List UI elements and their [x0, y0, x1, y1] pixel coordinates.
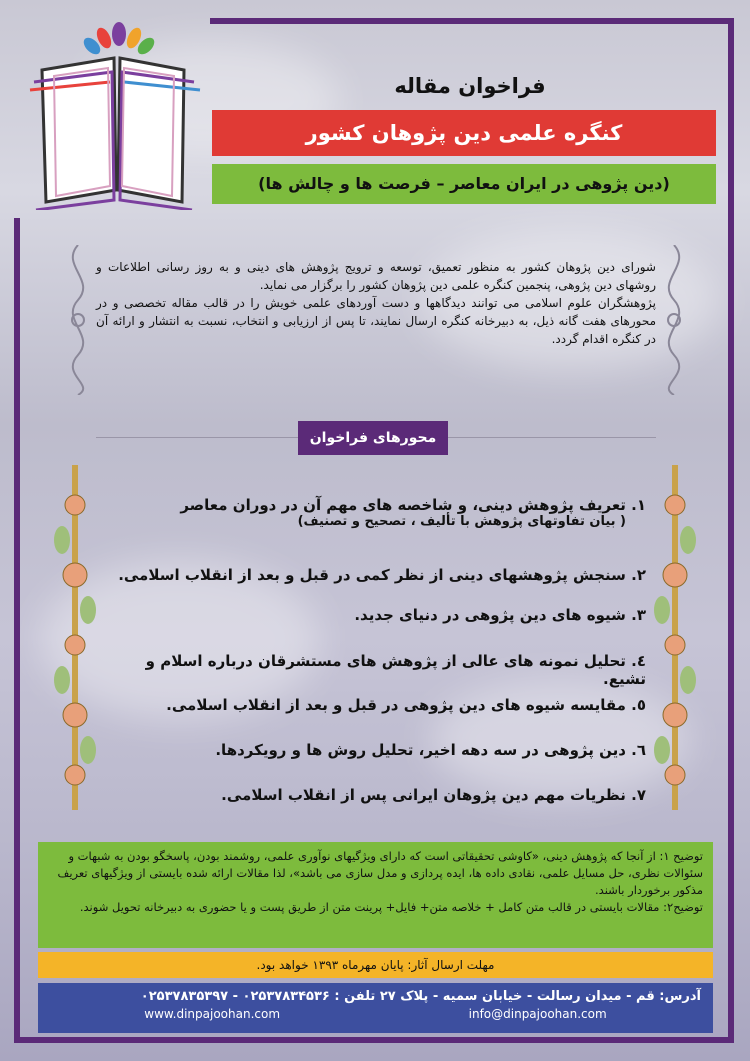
axes-heading: محورهای فراخوان [298, 421, 448, 455]
intro-text [96, 258, 656, 348]
axis-item-text: ۱. تعریف پژوهش دینی، و شاخصه های مهم آن در دوران معاصر [180, 496, 646, 514]
floral-ornament-icon [50, 465, 100, 810]
floral-ornament-icon [60, 245, 96, 395]
axis-item-5: ٥. مقایسه شیوه های دین پژوهی در قبل و بعد از انقلاب اسلامی. [166, 696, 646, 714]
address-line: آدرس: قم - میدان رسالت - خیابان سمیه - پلاک ۲۷ تلفن : ۰۲۵۳۷۸۳۴۵۳۶ - ۰۲۵۳۷۸۳۵۳۹۷ [140, 989, 701, 1004]
frame-left [14, 218, 20, 1043]
axis-item-1 [110, 496, 646, 529]
congress-title: کنگره علمی دین پژوهان کشور [212, 110, 716, 156]
frame-bottom [14, 1037, 734, 1043]
website-link[interactable]: www.dinpajoohan.com [144, 1007, 281, 1021]
axis-item-6: ٦. دین پژوهی در سه دهه اخیر، تحلیل روش ها و رویکردها. [215, 741, 646, 759]
frame-right [728, 18, 734, 1043]
axis-item-4: ٤. تحلیل نمونه های عالی از پژوهش های مستشرقان درباره اسلام و تشیع. [145, 652, 646, 688]
axis-item-subtext: ( بیان تفاوتهای پژوهش با تألیف ، تصحیح و تصنیف) [297, 514, 626, 529]
contact-box [38, 983, 713, 1033]
axis-item-7: ۷. نظریات مهم دین پژوهان ایرانی پس از انقلاب اسلامی. [221, 786, 646, 804]
frame-top [210, 18, 734, 24]
axis-item-2: ۲. سنجش پژوهشهای دینی از نظر کمی در قبل و بعد از انقلاب اسلامی. [118, 566, 646, 584]
email-link[interactable]: info@dinpajoohan.com [468, 1007, 607, 1021]
notes-box [38, 842, 713, 948]
note-2: توضیح۲: مقالات بایستی در قالب متن کامل + خلاصه متن+ فایل+ پرینت متن از طریق پست و یا حضوری به دبیرخانه تحویل شوند. [79, 900, 703, 914]
book-logo-icon [24, 10, 214, 210]
deadline-banner: مهلت ارسال آثار: پایان مهرماه ۱۳۹۳ خواهد بود. [38, 952, 713, 978]
congress-theme: (دین پژوهی در ایران معاصر – فرصت ها و چالش ها) [212, 164, 716, 204]
intro-paragraph-1: شورای دین پژوهان کشور به منظور تعمیق، توسعه و ترویج پژوهش های دینی و به روز رسانی اطلاعات و روشهای دین پژوهی، پنجمین کنگره علمی دین پژوهان کشور را برگزار می نماید. [96, 260, 656, 292]
floral-ornament-icon [650, 465, 700, 810]
contact-links [50, 1007, 701, 1021]
intro-paragraph-2: پژوهشگران علوم اسلامی می توانند دیدگاهها و دست آوردهای علمی خویش را در قالب مقاله تخصصی و در محورهای هفت گانه ذیل، به دبیرخانه کنگره ارسال نمایند، تا پس از ارزیابی و انتخاب، نسبت به انتشار و ارائه آن در کنگره اقدام گردد. [96, 296, 656, 346]
note-1: توضیح ۱: از آنجا که پژوهش دینی، «کاوشی تحقیقاتی است که دارای ویژگیهای نوآوری علمی، روشمند بودن، پاسخگو بودن به شبهات و سئوالات نظری، حل مسایل علمی، نقادی داده ها، ایده پردازی و مدل سازی می باشد»، لذا مقالات ارائه شده بایستی از ویژگیهای تعریف مذکور برخوردار باشند. [57, 849, 703, 897]
floral-ornament-icon [656, 245, 692, 395]
call-for-papers-label: فراخوان مقاله [394, 74, 546, 98]
axis-item-3: ۳. شیوه های دین پژوهی در دنیای جدید. [354, 606, 646, 624]
